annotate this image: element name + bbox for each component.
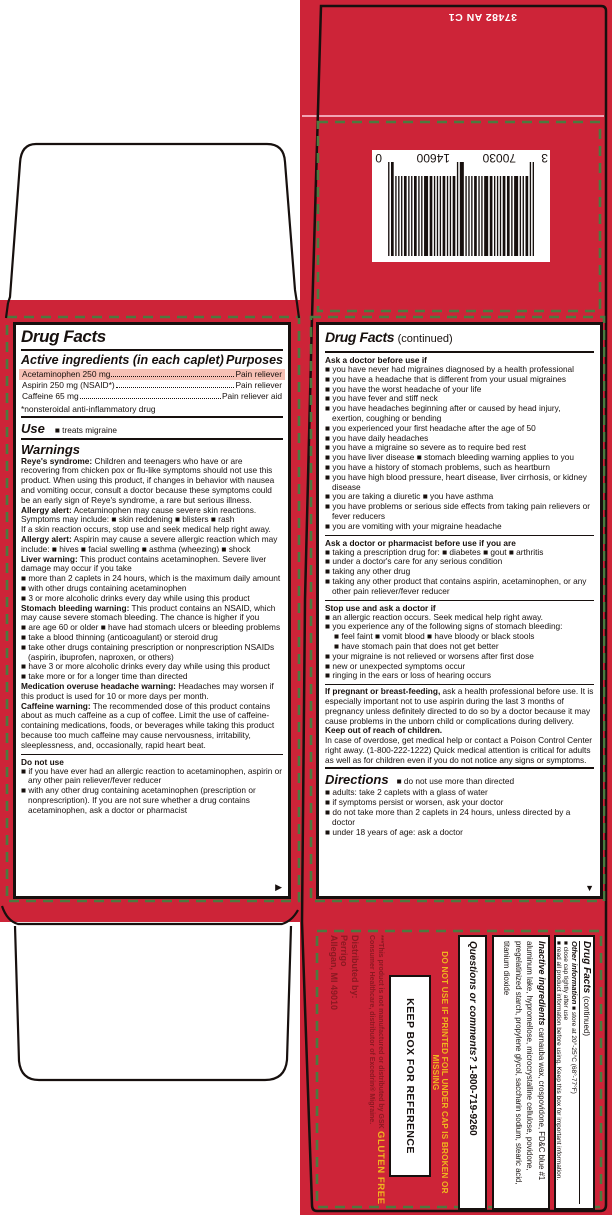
nsaid-footnote: *nonsteroidal anti-inflammatory drug — [21, 403, 156, 414]
drug-facts-continued-title: Drug Facts — [325, 329, 395, 345]
text-line: ■ you have daily headaches — [325, 432, 429, 443]
text-line: Caffeine warning: The recommended dose of this product contains about as much caffeine as a cup of coffee. Limit the use of caffeine-containing medications, foods, or beverages while taking this product because too much caffeine may cause nervousness, irritability, sleeplessness, and, occasionally, rapid heart beat. — [21, 700, 275, 750]
active-ingredient-rows — [21, 369, 283, 403]
continue-right-arrow-icon: ▶ — [275, 882, 282, 892]
continued-sections — [325, 355, 594, 765]
ingredient-row: Acetaminophen 250 mg Pain reliever — [19, 369, 285, 380]
text-line: ■ if you have ever had an allergic reaction to acetaminophen, aspirin or any other pain reliever/fever reducer — [21, 765, 282, 786]
drug-facts-panel — [13, 322, 291, 899]
text-line: ■ your migraine is not relieved or worsens after first dose — [325, 650, 534, 661]
questions-label: Questions or comments? — [467, 941, 478, 1062]
text-line: ■ have 3 or more alcoholic drinks every day while using this product — [21, 661, 270, 672]
warnings-heading: Warnings — [21, 441, 80, 457]
other-information-lines — [554, 941, 578, 1204]
side-panel — [313, 903, 607, 1215]
text-line: ■ you have liver disease ■ stomach bleeding warning applies to you — [325, 452, 574, 463]
barcode-bars — [372, 150, 550, 262]
text-line: ■ you are taking a diuretic ■ you have asthma — [325, 491, 494, 502]
foil-warning: DO NOT USE IF PRINTED FOIL UNDER CAP IS BROKEN OR MISSING — [431, 951, 449, 1194]
continue-down-arrow-icon: ▼ — [585, 883, 594, 893]
text-line: ■ taking any other drug — [325, 566, 411, 577]
svg-text:70030: 70030 — [482, 151, 516, 165]
text-line: ■ you have the worst headache of your life — [325, 383, 482, 394]
inactive-ingredients-text: carnauba wax, crospovidone, FD&C blue #1 aluminum lake, hypromellose, microcrystalline cellulose, povidone, pregelatinized starch, propylene glycol, saccharin sodium, stearic acid, titanium dioxide — [502, 941, 546, 1185]
warnings-lines — [21, 457, 283, 751]
text-line: ■ under a doctor's care for any serious condition — [325, 556, 503, 567]
text-line: ■ adults: take 2 caplets with a glass of water — [325, 787, 488, 798]
text-line: ■ take a blood thinning (anticoagulant) or steroid drug — [21, 631, 218, 642]
distributed-by-block — [329, 935, 361, 1010]
distributed-by-line: Allegan, MI 49010 — [329, 935, 339, 1011]
top-flap-outline — [6, 144, 299, 318]
text-line: ■ you have high blood pressure, heart disease, liver cirrhosis, or kidney disease — [325, 471, 587, 492]
directions-lines — [325, 788, 594, 837]
text-line: Stomach bleeding warning: This product contains an NSAID, which may cause severe stomach bleeding. The chance is higher if you — [21, 602, 276, 623]
other-information-strip — [554, 935, 595, 1210]
plate-code: 37482 AN C1 — [448, 11, 517, 23]
section-header: Ask a doctor or pharmacist before use if you are — [325, 537, 516, 548]
text-line: ■ you have a history of stomach problems, such as heartburn — [325, 461, 551, 472]
directions-heading: Directions — [325, 772, 389, 788]
text-line: ■ taking any other product that contains aspirin, acetaminophen, or any other pain reliever/fever reducer — [325, 575, 587, 596]
active-ingredients-heading: Active ingredients (in each caplet) — [21, 353, 224, 367]
barcode — [372, 150, 550, 262]
text-line: ■ you have a headache that is different from your usual migraines — [325, 373, 567, 384]
questions-phone: 1-800-719-9260 — [467, 1064, 478, 1136]
svg-text:14600: 14600 — [416, 151, 450, 165]
drug-facts-continued-panel — [316, 322, 603, 899]
ingredient-row: Aspirin 250 mg (NSAID*) Pain reliever — [22, 380, 282, 391]
text-line: ■ 3 or more alcoholic drinks every day while using this product — [21, 592, 250, 603]
keep-box-reference: KEEP BOX FOR REFERENCE — [389, 975, 431, 1177]
text-line: Other information ■ store at 20°-25°C (68°-77°F) — [570, 941, 579, 1094]
text-line: Reye's syndrome: Children and teenagers who have or are recovering from chicken pox or flu-like symptoms should not use this product. When using this product, if changes in behavior with nausea and vomiting occur, consult a doctor because these symptoms could be an early sign of Reye's syndrome, a rare but serious illness. — [21, 455, 275, 505]
use-heading: Use — [21, 420, 45, 436]
text-line: ■ with other drugs containing acetaminophen — [21, 582, 187, 593]
text-line: ■ if symptoms persist or worsen, ask your doctor — [325, 797, 504, 808]
bottom-flap-outline — [2, 906, 298, 1080]
inactive-ingredients-strip — [492, 935, 550, 1210]
side-continued-label: (continued) — [582, 996, 591, 1037]
do-not-use-heading: Do not use — [21, 756, 64, 767]
do-not-use-lines — [21, 767, 283, 816]
side-drug-facts-title: Drug Facts — [581, 941, 592, 994]
distributed-by-line: Distributed by: — [350, 935, 360, 999]
text-line: ■ you have problems or serious side effects from taking pain relievers or fever reducers — [325, 501, 590, 521]
text-line: ■ you experience any of the following signs of stomach bleeding: — [325, 621, 563, 632]
text-line: ■ take other drugs containing prescription or nonprescription NSAIDs (aspirin, ibuprofen, naproxen, or others) — [21, 641, 275, 662]
text-line: ■ you have fever and stiff neck — [325, 393, 438, 404]
text-line: If a skin reaction occurs, stop use and seek medical help right away. — [21, 524, 271, 535]
text-line: In case of overdose, get medical help or contact a Poison Control Center right away. (1-800-222-1222) Quick medical attention is critical for adults as well as for children even if you do not notice any signs or symptoms. — [325, 735, 593, 765]
inactive-ingredients-label: Inactive ingredients — [537, 941, 547, 1026]
text-line: ■ you have never had migraines diagnosed by a health professional — [325, 364, 575, 374]
questions-strip — [458, 935, 487, 1210]
text-line: If pregnant or breast-feeding, ask a health professional before use. It is especially important not to use aspirin during the last 3 months of pregnancy unless definitely directed to do so by a doctor because it may cause problems in the unborn child or complications during delivery. — [325, 686, 594, 726]
text-line: ■ are age 60 or older ■ have had stomach ulcers or bleeding problems — [21, 622, 281, 633]
distributed-by-line: Perrigo — [339, 935, 350, 967]
gluten-free-label: GLUTEN FREE — [375, 1131, 386, 1205]
svg-text:3: 3 — [541, 151, 548, 165]
text-line: ■ take more or for a longer time than directed — [21, 671, 188, 682]
text-line: Medication overuse headache warning: Headaches may worsen if this product is used for 10 or more days per month. — [21, 680, 274, 701]
text-line: Allergy alert: Acetaminophen may cause severe skin reactions. Symptoms may include: ■ skin reddening ■ blisters ■ rash — [21, 504, 257, 525]
text-line: ■ you have a migraine so severe as to require bed rest — [325, 442, 527, 453]
ingredient-row: Caffeine 65 mg Pain reliever aid — [22, 391, 282, 402]
text-line: ■ under 18 years of age: ask a doctor — [325, 826, 463, 837]
drug-facts-title: Drug Facts — [21, 327, 106, 346]
text-line: ■ do not take more than 2 caplets in 24 hours, unless directed by a doctor — [325, 807, 571, 827]
text-line: ■ you experienced your first headache after the age of 50 — [325, 422, 536, 433]
text-line: ■ new or unexpected symptoms occur — [325, 660, 466, 671]
text-line: Liver warning: This product contains acetaminophen. Severe liver damage may occur if you take — [21, 553, 267, 574]
text-line: ■ have stomach pain that does not get better — [334, 640, 499, 651]
text-line: ■ ringing in the ears or loss of hearing occurs — [325, 670, 491, 681]
text-line: ■ close cap tightly after use — [562, 941, 570, 1021]
text-line: ■ more than 2 caplets in 24 hours, which is the maximum daily amount — [21, 573, 281, 584]
text-line: Allergy alert: Aspirin may cause a severe allergic reaction which may include: ■ hives ■ facial swelling ■ asthma (wheezing) ■ shock — [21, 533, 278, 554]
text-line: ■ you are vomiting with your migraine headache — [325, 520, 502, 531]
section-header: Ask a doctor before use if — [325, 355, 427, 365]
use-text: ■ treats migraine — [54, 424, 118, 435]
text-line: ■ an allergic reaction occurs. Seek medical help right away. — [325, 611, 543, 622]
text-line: ■ feel faint ■ vomit blood ■ have bloody or black stools — [334, 631, 535, 642]
section-header: Stop use and ask a doctor if — [325, 602, 436, 613]
continued-label: (continued) — [397, 333, 453, 345]
svg-text:0: 0 — [375, 151, 382, 165]
purposes-heading: Purposes — [226, 353, 283, 367]
directions-lead: ■ do not use more than directed — [396, 776, 515, 787]
text-line: ■ you have headaches beginning after or caused by head injury, exertion, coughing or bending — [325, 403, 561, 423]
text-line: Keep out of reach of children. — [325, 725, 443, 736]
gsk-disclaimer: ***This product is not manufactured or distributed by GSK Consumer Healthcare, distributor of Excedrin® Migraine. — [367, 935, 384, 1129]
text-line: ■ taking a prescription drug for: ■ diabetes ■ gout ■ arthritis — [325, 546, 544, 557]
barcode-box — [372, 150, 550, 262]
text-line: ■ read all product information before using. Keep this box for important information. — [554, 941, 562, 1181]
text-line: ■ with any other drug containing acetaminophen (prescription or nonprescription). If you are not sure whether a drug contains acetaminophen, ask a doctor or pharmacist — [21, 785, 256, 815]
